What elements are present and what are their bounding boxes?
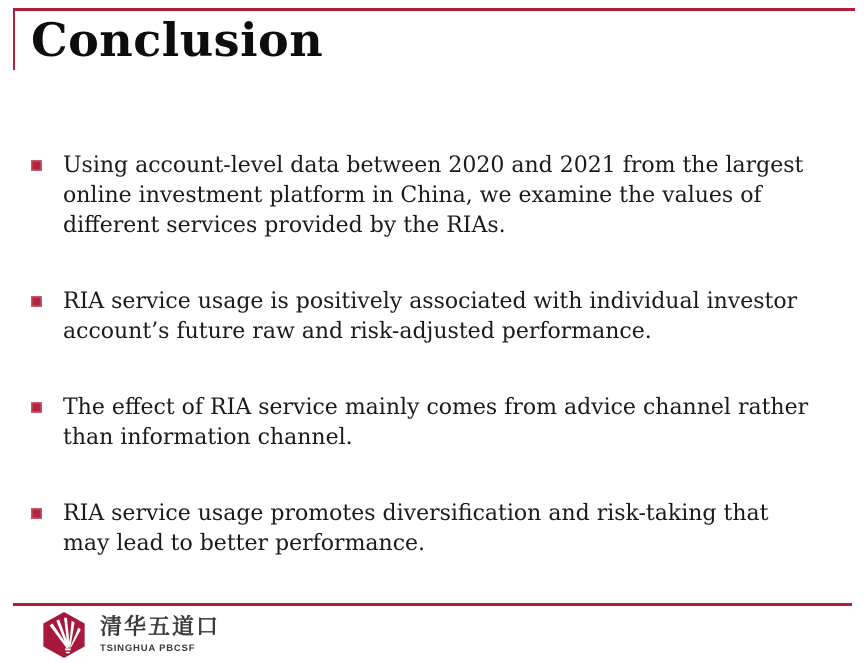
bullet-text: The effect of RIA service mainly comes from advice channel rather than information channel. xyxy=(63,395,809,450)
list-item xyxy=(31,499,821,559)
page-title: Conclusion xyxy=(31,13,324,67)
bullet-square-icon xyxy=(31,160,42,171)
bullet-text: RIA service usage is positively associated with individual investor account’s future raw and risk-adjusted performance. xyxy=(63,289,798,344)
bullet-square-icon xyxy=(31,508,42,519)
bullet-square-icon xyxy=(31,402,42,413)
logo-english-name: TSINGHUA PBCSF xyxy=(100,642,196,654)
list-item xyxy=(31,287,821,347)
top-accent-rule xyxy=(13,8,855,11)
bullet-square-icon xyxy=(31,296,42,307)
bullet-list xyxy=(31,151,821,559)
title-left-accent-rule xyxy=(13,8,15,70)
logo-chinese-name: 清华五道口 xyxy=(100,615,221,641)
list-item xyxy=(31,151,821,241)
pbcsf-hexagon-logo-icon xyxy=(40,611,88,659)
footer-accent-rule xyxy=(13,603,852,606)
list-item xyxy=(31,393,821,453)
pbcsf-logo-text xyxy=(100,616,220,653)
bullet-text: Using account-level data between 2020 and 2021 from the largest online investment platform in China, we examine the values of different services provided by the RIAs. xyxy=(63,153,804,238)
pbcsf-logo xyxy=(40,611,220,659)
bullet-text: RIA service usage promotes diversification and risk-taking that may lead to better performance. xyxy=(63,501,769,556)
